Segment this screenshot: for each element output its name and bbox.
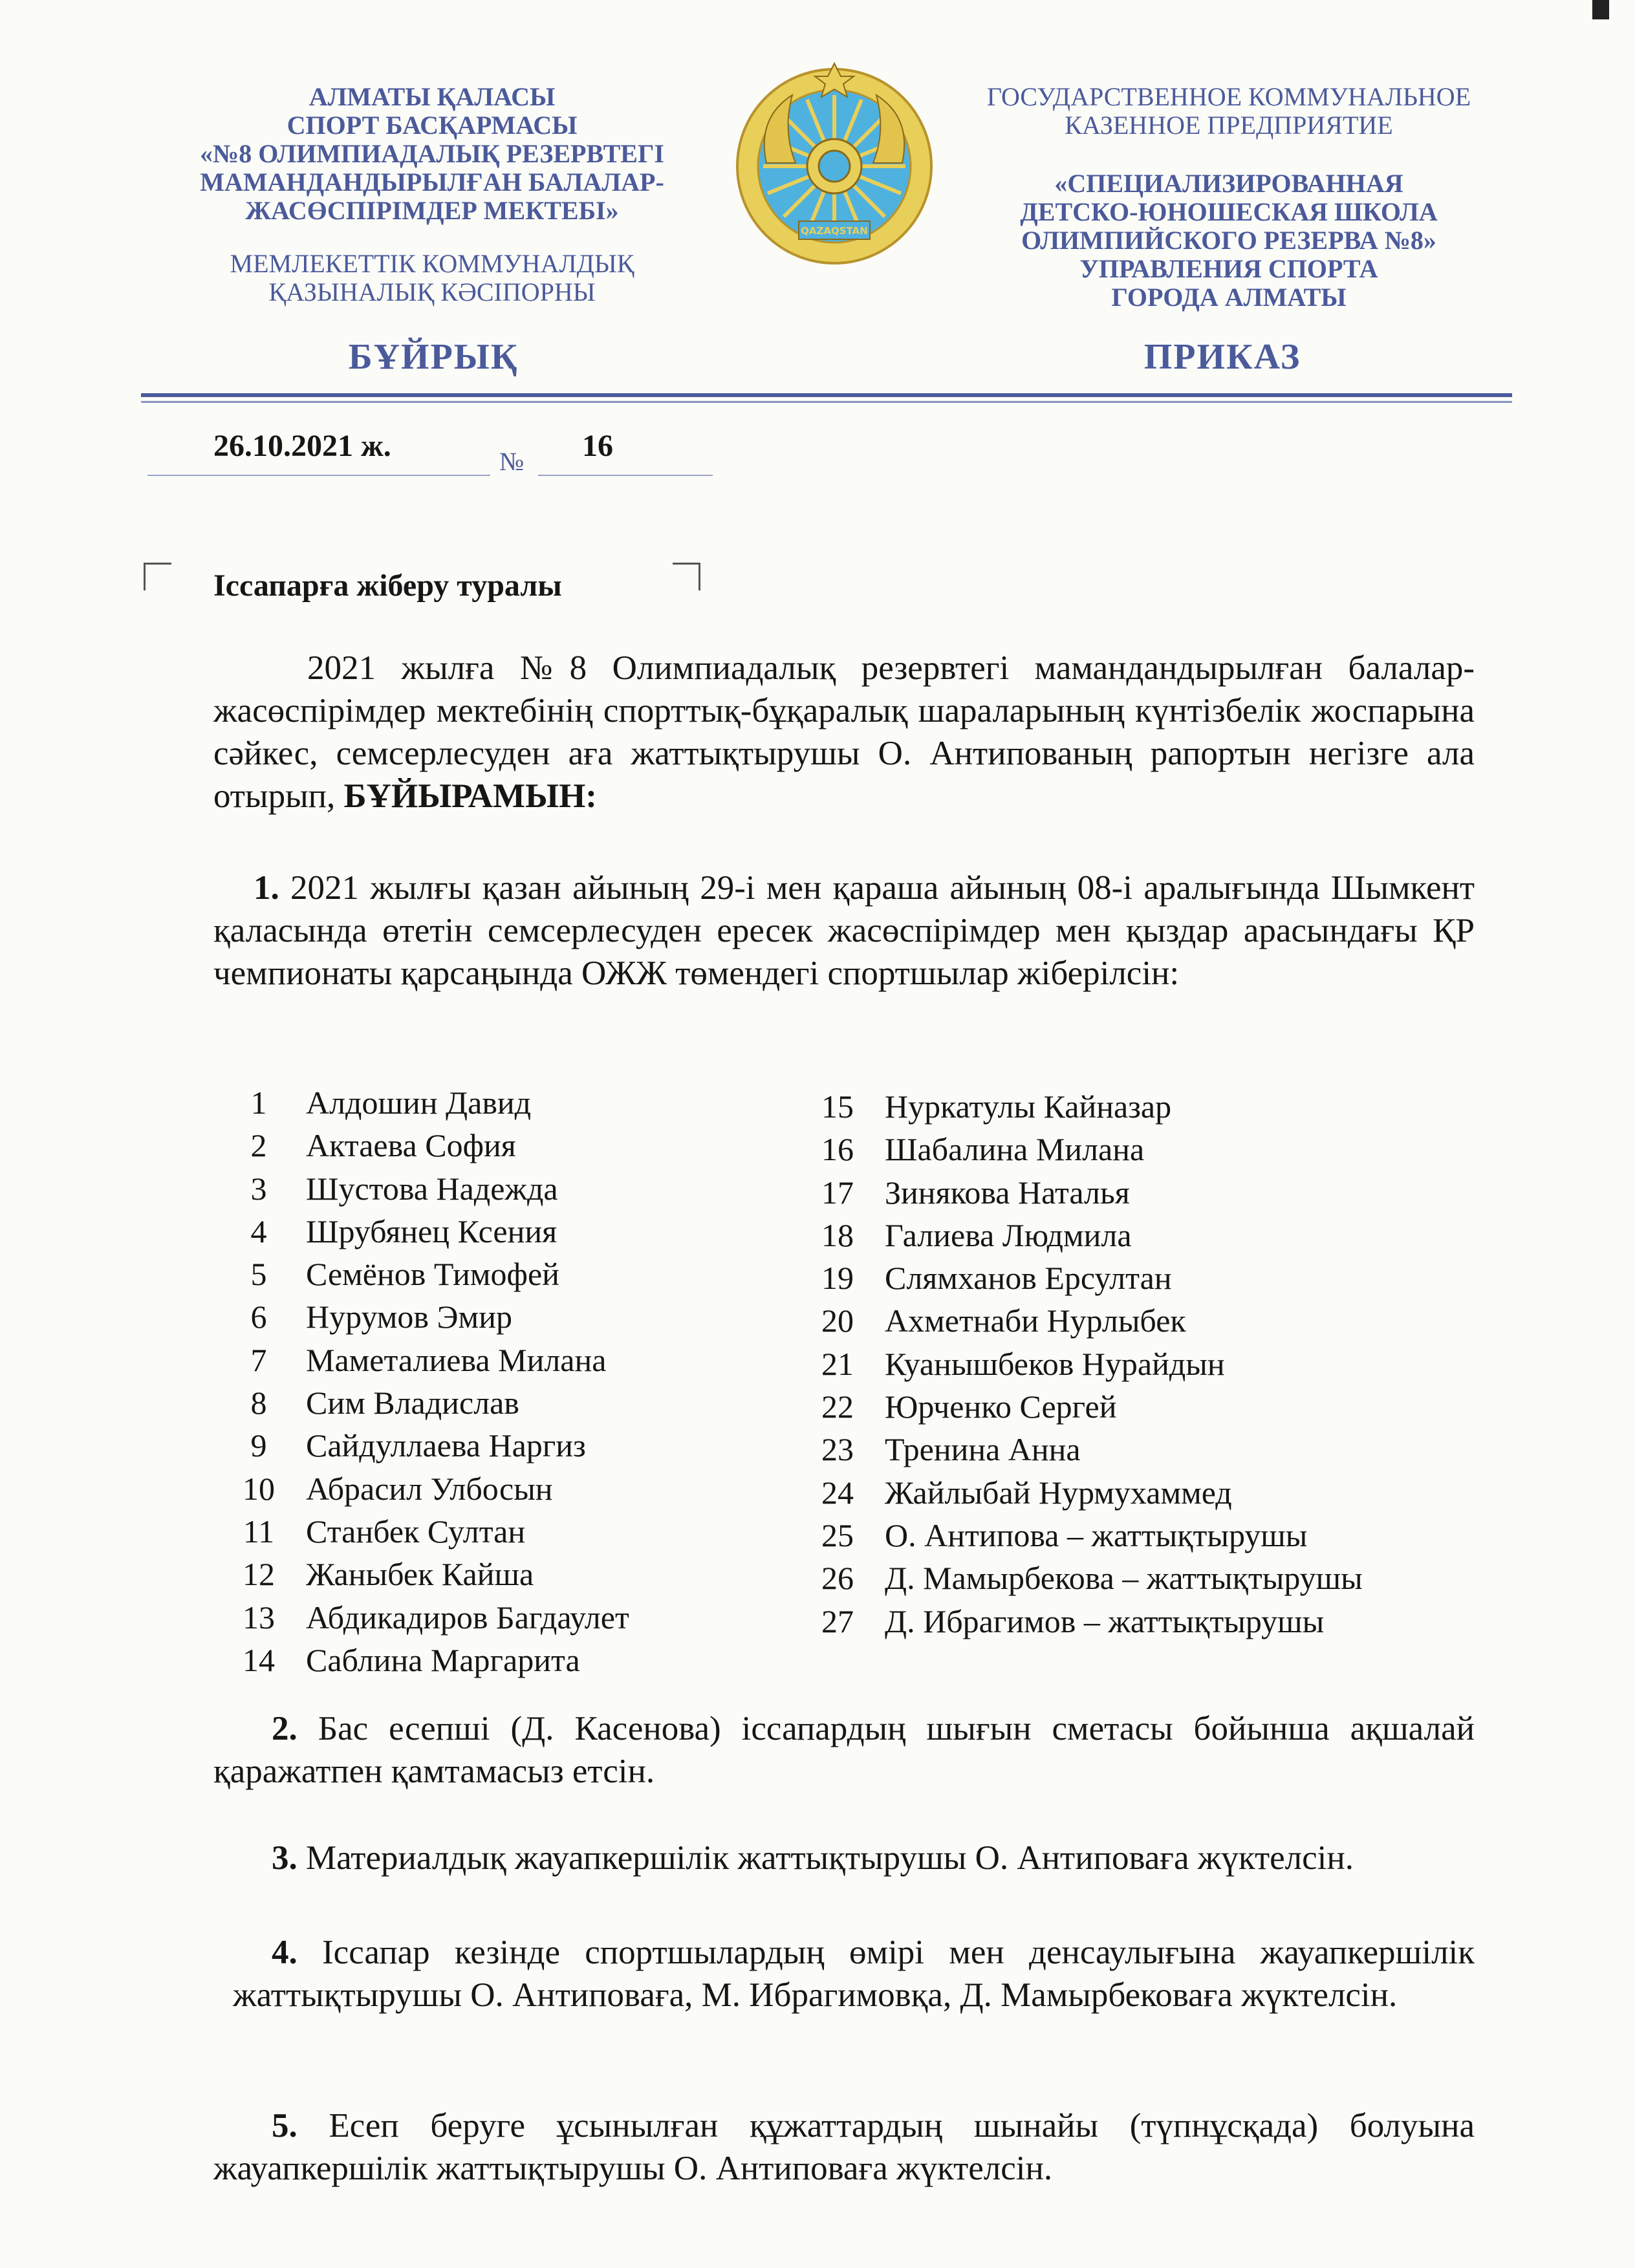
athletes-list-left (223, 1081, 805, 1681)
header-left (154, 83, 710, 307)
athlete-row (223, 1167, 805, 1210)
athlete-name: Шабалина Милана (885, 1131, 1145, 1168)
athlete-name: Шрубянец Ксения (306, 1213, 558, 1249)
athlete-number: 6 (250, 1299, 267, 1335)
athlete-row (223, 1295, 805, 1338)
title-ru: ПРИКАЗ (1143, 337, 1301, 377)
order-date: 26.10.2021 ж. (213, 429, 391, 463)
athlete-number: 20 (821, 1302, 854, 1339)
athlete-name: Маметалиева Милана (306, 1341, 607, 1378)
header-right-org-type (951, 83, 1507, 140)
athlete-name: Юрченко Сергей (885, 1388, 1117, 1425)
athlete-number: 5 (250, 1256, 267, 1293)
header-line: «СПЕЦИАЛИЗИРОВАННАЯ (1054, 169, 1403, 198)
item-2-text: Бас есепші (Д. Касенова) іссапардың шығын сметасы бойынша ақшалай қаражатпен қамтамасыз етсін. (213, 1710, 1475, 1790)
header-line: ЖАСӨСПІРІМДЕР МЕКТЕБІ» (245, 196, 619, 225)
athlete-name: Галиева Людмила (885, 1216, 1132, 1253)
athlete-name: Саблина Маргарита (306, 1641, 580, 1678)
athlete-name: Д. Мамырбекова – жаттықтырушы (885, 1560, 1363, 1597)
athlete-number: 15 (821, 1088, 854, 1125)
athlete-number: 18 (821, 1216, 854, 1253)
athlete-number: 17 (821, 1174, 854, 1211)
athlete-number: 21 (821, 1345, 854, 1382)
athlete-name: Станбек Султан (306, 1513, 526, 1550)
athlete-name: Абрасил Улбосын (306, 1470, 553, 1507)
athlete-row (223, 1381, 805, 1424)
title-kz: БҰЙРЫҚ (348, 337, 519, 377)
item-1-number: 1. (254, 869, 279, 907)
athlete-row (802, 1299, 1513, 1342)
header-line: КАЗЕННОЕ ПРЕДПРИЯТИЕ (1065, 111, 1393, 140)
header-line: ГОСУДАРСТВЕННОЕ КОММУНАЛЬНОЕ (986, 82, 1471, 111)
athlete-name: Нуркатулы Кайназар (885, 1088, 1172, 1125)
athlete-row (802, 1085, 1513, 1128)
athlete-name: Шустова Надежда (306, 1170, 558, 1207)
athlete-number: 7 (250, 1341, 267, 1378)
item-1-text: 2021 жылғы қазан айының 29-і мен қараша айының 08-і аралығында Шымкент қаласында өтетін семсерлесуден ересек жасөспірімдер мен қыздар арасындағы ҚР чемпионаты қарсаңында ОЖЖ төмендегі спортшылар жіберілсін: (213, 869, 1475, 992)
item-5 (213, 2104, 1475, 2190)
emblem-icon (731, 59, 938, 273)
header-line: УПРАВЛЕНИЯ СПОРТА (1079, 254, 1378, 283)
item-4 (233, 1931, 1475, 2016)
athlete-name: Семёнов Тимофей (306, 1256, 559, 1293)
athlete-row (223, 1081, 805, 1124)
athlete-number: 12 (243, 1556, 275, 1593)
athlete-row (802, 1128, 1513, 1171)
number-underline (538, 475, 713, 476)
header-right (951, 83, 1507, 312)
athlete-number: 9 (250, 1427, 267, 1464)
subject-corner-right (673, 563, 700, 590)
athlete-row (802, 1428, 1513, 1471)
athlete-number: 8 (250, 1385, 267, 1421)
header-line: СПОРТ БАСҚАРМАСЫ (287, 111, 578, 140)
header-line: ДЕТСКО-ЮНОШЕСКАЯ ШКОЛА (1020, 197, 1438, 226)
athlete-row (802, 1343, 1513, 1385)
athlete-row (223, 1124, 805, 1167)
intro-emphasis: БҰЙЫРАМЫН: (343, 777, 597, 815)
athlete-row (802, 1600, 1513, 1643)
item-4-number: 4. (272, 1934, 298, 1971)
header-line: ГОРОДА АЛМАТЫ (1111, 283, 1347, 312)
athlete-number: 23 (821, 1431, 854, 1468)
athlete-number: 16 (821, 1131, 854, 1168)
athlete-name: Нурумов Эмир (306, 1299, 512, 1335)
header-line: АЛМАТЫ ҚАЛАСЫ (309, 82, 556, 111)
state-emblem (731, 59, 938, 273)
athlete-name: Слямханов Ерсултан (885, 1260, 1172, 1297)
athlete-number: 1 (250, 1085, 267, 1121)
header-line: ОЛИМПИЙСКОГО РЕЗЕРВА №8» (1021, 226, 1436, 255)
athlete-row (223, 1210, 805, 1253)
subject-corner-left (144, 563, 171, 590)
intro-text: 2021 жылға №8 Олимпиадалық резервтегі мамандандырылған балалар-жасөспірімдер мектебінің спорттық-бұқаралық шараларының күнтізбелік жоспарына сәйкес, семсерлесуден аға жаттықтырушы О. Антипованың рапортын негізге ала отырып, (213, 649, 1475, 815)
athlete-row (223, 1467, 805, 1510)
athlete-name: Жаныбек Кайша (306, 1556, 534, 1593)
athlete-name: Куанышбеков Нурайдын (885, 1345, 1225, 1382)
athlete-row (802, 1385, 1513, 1428)
athlete-name: Актаева София (306, 1127, 516, 1164)
scan-mark (1592, 0, 1609, 19)
header-line: МЕМЛЕКЕТТІК КОММУНАЛДЫҚ (230, 249, 634, 278)
athlete-name: Д. Ибрагимов – жаттықтырушы (885, 1603, 1325, 1639)
item-5-text: Есеп беруге ұсынылған құжаттардың шынайы (түпнұсқада) болуына жауапкершілік жаттықтырушы О. Антиповаға жүктелсін. (213, 2107, 1475, 2187)
date-underline (147, 475, 490, 476)
athlete-number: 27 (821, 1603, 854, 1639)
athlete-number: 24 (821, 1474, 854, 1511)
order-subject: Іссапарға жіберу туралы (213, 568, 562, 603)
athlete-row (223, 1639, 805, 1681)
athlete-number: 3 (250, 1170, 267, 1207)
header-right-org-name (951, 169, 1507, 312)
athlete-row (223, 1510, 805, 1553)
header-left-org-type (154, 250, 710, 307)
athlete-number: 4 (250, 1213, 267, 1249)
athlete-name: Абдикадиров Багдаулет (306, 1599, 629, 1636)
athlete-row (802, 1557, 1513, 1599)
athlete-name: О. Антипова – жаттықтырушы (885, 1517, 1308, 1553)
item-2 (213, 1707, 1475, 1793)
intro-paragraph (213, 647, 1475, 817)
header-left-org-name (154, 83, 710, 225)
item-5-number: 5. (272, 2107, 298, 2144)
athlete-number: 25 (821, 1517, 854, 1553)
athlete-row (223, 1253, 805, 1295)
header-line: МАМАНДАНДЫРЫЛҒАН БАЛАЛАР- (200, 167, 664, 197)
header-line: ҚАЗЫНАЛЫҚ КӘСІПОРНЫ (268, 277, 596, 307)
athlete-number: 22 (821, 1388, 854, 1425)
item-3 (251, 1837, 1475, 1879)
athletes-list-right (802, 1085, 1513, 1643)
athlete-number: 14 (243, 1641, 275, 1678)
athlete-row (223, 1339, 805, 1381)
item-3-text: Материалдық жауапкершілік жаттықтырушы О. Антиповаға жүктелсін. (297, 1839, 1354, 1877)
athlete-row (802, 1471, 1513, 1514)
athlete-number: 26 (821, 1560, 854, 1597)
item-1 (213, 867, 1475, 995)
athlete-name: Сим Владислав (306, 1385, 519, 1421)
header-rule (141, 393, 1512, 397)
athlete-row (802, 1214, 1513, 1257)
header-line: «№8 ОЛИМПИАДАЛЫҚ РЕЗЕРВТЕГІ (200, 139, 664, 168)
athlete-row (802, 1514, 1513, 1557)
athlete-row (223, 1424, 805, 1467)
order-number: 16 (582, 429, 613, 463)
athlete-name: Ахметнаби Нурлыбек (885, 1302, 1186, 1339)
athlete-name: Зинякова Наталья (885, 1174, 1130, 1211)
athlete-name: Тренина Анна (885, 1431, 1081, 1468)
athlete-number: 2 (250, 1127, 267, 1164)
athlete-row (223, 1596, 805, 1639)
athlete-number: 19 (821, 1260, 854, 1297)
header-rule-thin (141, 401, 1512, 403)
athlete-name: Сайдуллаева Наргиз (306, 1427, 586, 1464)
athlete-number: 10 (243, 1470, 275, 1507)
athlete-number: 13 (243, 1599, 275, 1636)
athlete-name: Алдошин Давид (306, 1085, 532, 1121)
athlete-number: 11 (243, 1513, 275, 1550)
order-number-sign: № (499, 447, 525, 476)
emblem-text: QAZAQSTAN (801, 225, 868, 237)
athlete-row (223, 1553, 805, 1595)
item-2-number: 2. (272, 1710, 298, 1747)
athlete-row (802, 1171, 1513, 1214)
athlete-row (802, 1257, 1513, 1299)
item-3-number: 3. (272, 1839, 298, 1877)
item-4-text: Іссапар кезінде спортшылардың өмірі мен денсаулығына жауапкершілік жаттықтырушы О. Антиповаға, М. Ибрагимовқа, Д. Мамырбековаға жүктелсін. (233, 1934, 1475, 2014)
athlete-name: Жайлыбай Нурмухаммед (885, 1474, 1232, 1511)
